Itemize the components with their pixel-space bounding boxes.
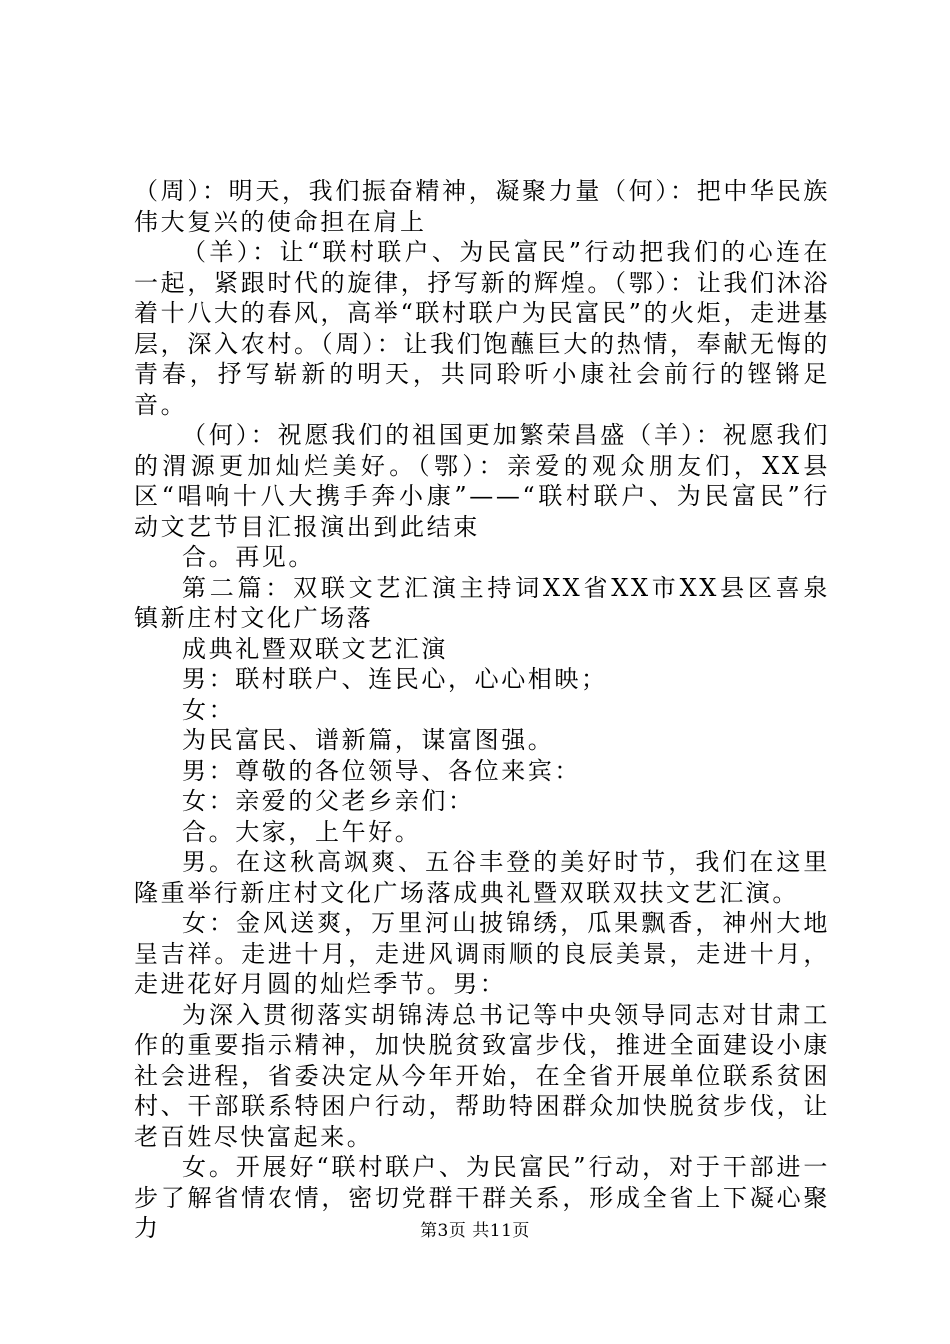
document-body <box>134 176 830 1244</box>
paragraph: （周）：明天，我们振奋精神，凝聚力量（何）：把中华民族伟大复兴的使命担在肩上 <box>134 177 830 236</box>
paragraph: 合。再见。 <box>182 543 315 571</box>
paragraph: 女：金风送爽，万里河山披锦绣，瓜果飘香，神州大地呈吉祥。走进十月，走进风调雨顺的良辰美景，走进十月，走进花好月圆的灿烂季节。男： <box>134 909 830 998</box>
paragraph: 成典礼暨双联文艺汇演 <box>182 634 448 663</box>
paragraph: 男。在这秋高飒爽、五谷丰登的美好时节，我们在这里隆重举行新庄村文化广场落成典礼暨双联双扶文艺汇演。 <box>134 848 830 907</box>
paragraph: 女。开展好“联村联户、为民富民”行动，对于干部进一步了解省情农情，密切党群干群关系，形成全省上下凝心聚力 <box>134 1153 830 1242</box>
paragraph: （何）：祝愿我们的祖国更加繁荣昌盛（羊）：祝愿我们的渭源更加灿烂美好。（鄂）：亲爱的观众朋友们，XX县区“唱响十八大携手奔小康”——“联村联户、为民富民”行动文艺节目汇报演出到此结束 <box>134 421 830 541</box>
paragraph: （羊）：让“联村联户、为民富民”行动把我们的心连在一起，紧跟时代的旋律，抒写新的辉煌。（鄂）：让我们沐浴着十八大的春风，高举“联村联户为民富民”的火炬，走进基层，深入农村。（周）：让我们饱蘸巨大的热情，奉献无悔的青春，抒写崭新的明天，共同聆听小康社会前行的铿锵足音。 <box>134 238 830 419</box>
paragraph: 女： <box>182 695 236 724</box>
paragraph: 合。大家，上午好。 <box>182 817 422 846</box>
paragraph: 为民富民、谱新篇，谋富图强。 <box>182 726 555 754</box>
paragraph: 男：联村联户、连民心，心心相映； <box>182 665 608 693</box>
paragraph: 女：亲爱的父老乡亲们： <box>182 787 475 815</box>
page-number-footer: 第3页 共11页 <box>420 1221 530 1241</box>
paragraph: 为深入贯彻落实胡锦涛总书记等中央领导同志对甘肃工作的重要指示精神，加快脱贫致富步伐，推进全面建设小康社会进程，省委决定从今年开始，在全省开展单位联系贫困村、干部联系特困户行动，帮助特困群众加快脱贫步伐，让老百姓尽快富起来。 <box>134 1000 830 1151</box>
paragraph: 第二篇：双联文艺汇演主持词XX省XX市XX县区喜泉镇新庄村文化广场落 <box>134 573 830 632</box>
paragraph: 男：尊敬的各位领导、各位来宾： <box>182 756 581 785</box>
